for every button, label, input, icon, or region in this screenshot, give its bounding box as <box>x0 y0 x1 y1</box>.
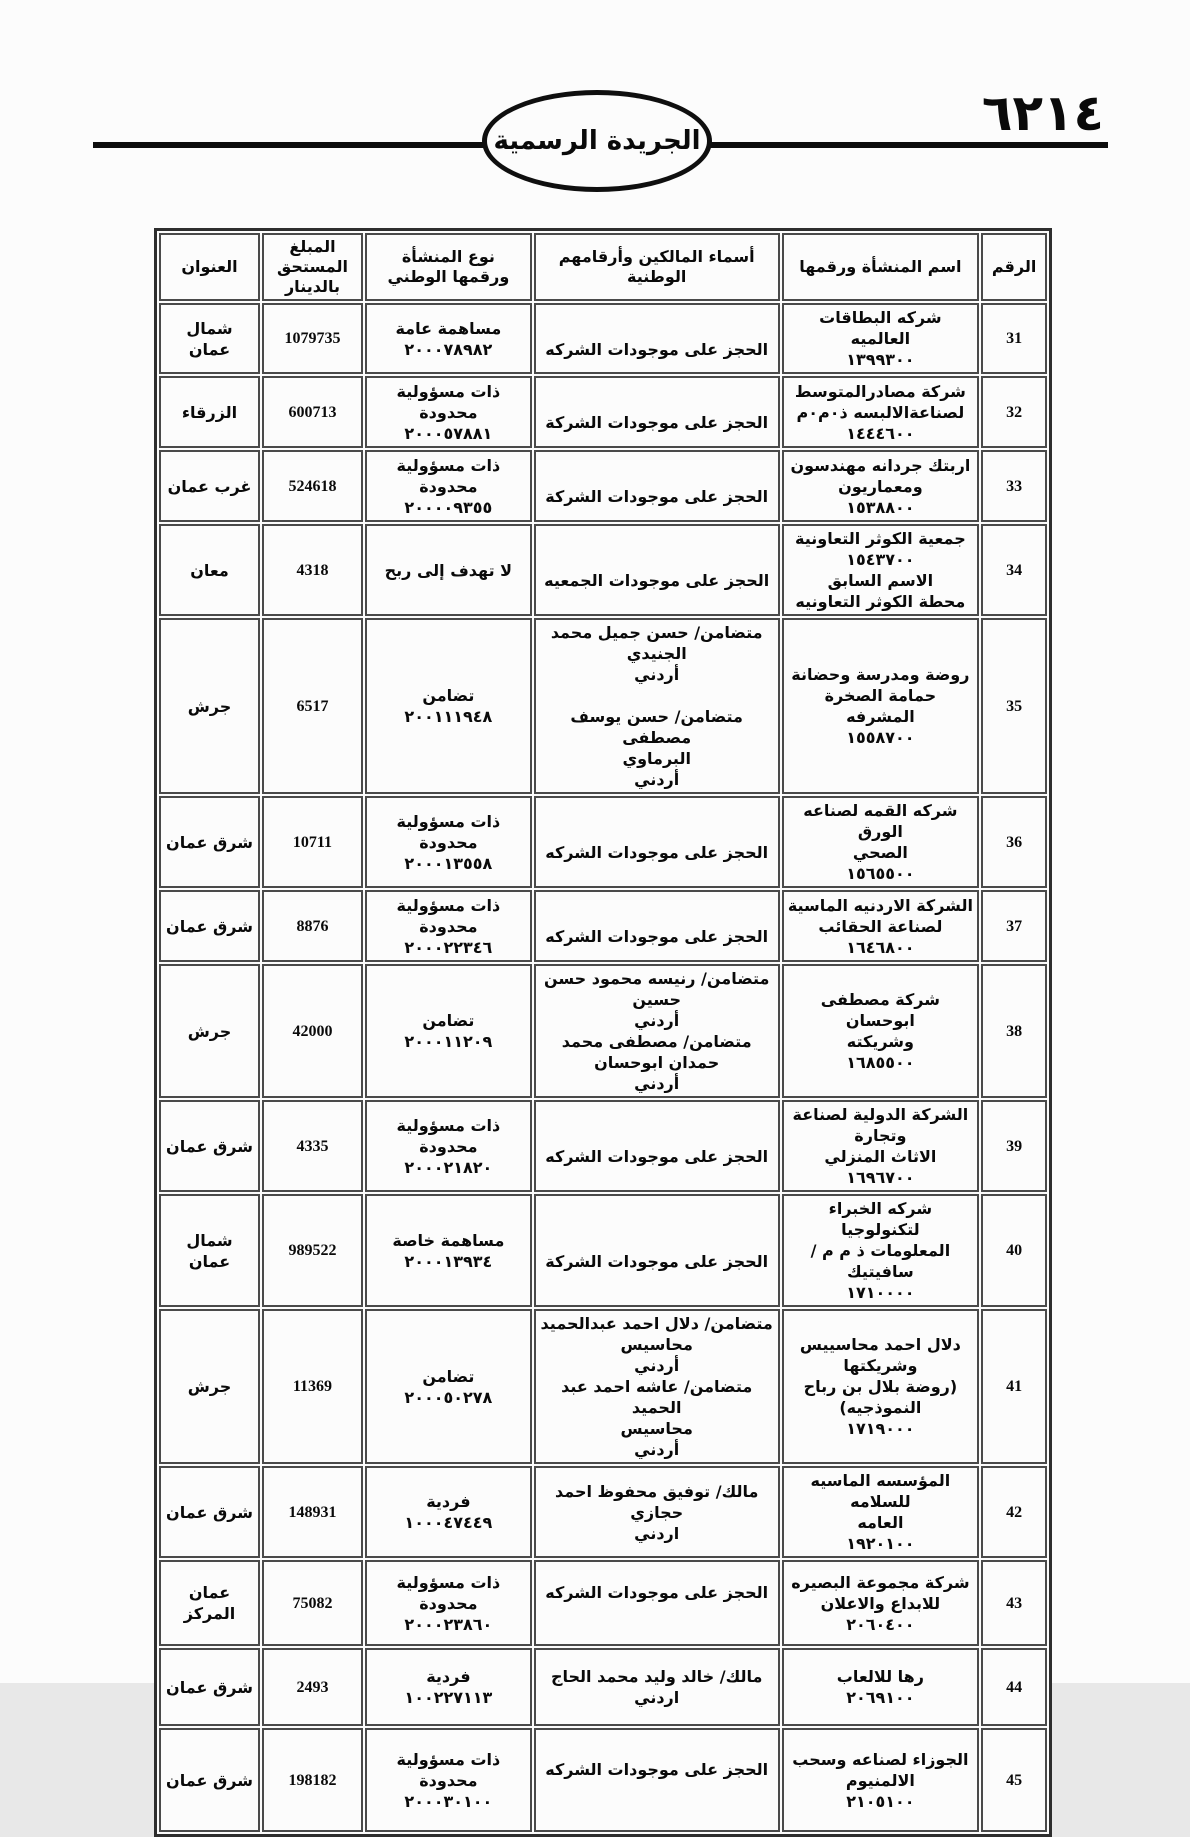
cell-line: مالك/ خالد وليد محمد الحاج <box>550 1667 763 1686</box>
cell-line: 148931 <box>288 1503 337 1521</box>
cell-type <box>365 1648 532 1726</box>
cell-line: ٢٠٠٠٢٣٨٦٠ <box>404 1614 493 1634</box>
cell-address <box>159 1194 260 1307</box>
col-header-type: نوع المنشأة ورقمها الوطني <box>365 233 532 301</box>
cell-line: ٢٠٠٠١١٢٠٩ <box>404 1032 493 1051</box>
cell-establishment-name <box>782 450 980 522</box>
cell-address <box>159 890 260 962</box>
cell-line: 33 <box>1006 477 1023 495</box>
table-row <box>159 964 1047 1098</box>
cell-line: ومعماريون <box>838 476 923 496</box>
cell-line: 40 <box>1006 1242 1023 1259</box>
cell-owners <box>534 1466 780 1558</box>
cell-line: فردية <box>426 1667 471 1686</box>
cell-address <box>159 1648 260 1726</box>
cell-owners <box>534 796 780 888</box>
cell-line: الجوزاء لصناعه وسحب <box>792 1749 969 1769</box>
cell-line: شرق عمان <box>166 916 253 936</box>
col-header-address: العنوان <box>159 233 260 301</box>
cell-line <box>540 1125 774 1146</box>
cell-line: ١٥٥٨٧٠٠ <box>846 728 915 747</box>
cell-amount <box>262 376 363 448</box>
cell-owners <box>534 1100 780 1192</box>
col-header-number: الرقم <box>981 233 1047 301</box>
cell-line <box>540 1780 774 1801</box>
cell-line: ٢٠٠٠٢١٨٢٠ <box>404 1157 493 1177</box>
cell-line: ٢٠٠٠١٣٩٣٤ <box>404 1251 493 1271</box>
cell-line: مساهمة خاصة <box>392 1230 505 1250</box>
cell-establishment-name <box>782 1560 980 1646</box>
cell-line: 198182 <box>288 1771 337 1789</box>
cell-line <box>540 685 774 706</box>
establishments-table <box>154 228 1052 1837</box>
cell-line: الحجز على موجودات الشركة <box>545 1251 769 1271</box>
table-row <box>159 303 1047 374</box>
cell-number <box>981 964 1047 1098</box>
cell-amount <box>262 964 363 1098</box>
cell-line: 41 <box>1006 1378 1023 1395</box>
cell-line: ٢٠٦٩١٠٠ <box>846 1688 915 1707</box>
cell-establishment-name <box>782 1728 980 1832</box>
cell-establishment-name <box>782 964 980 1098</box>
cell-line: 34 <box>1006 561 1023 579</box>
cell-type <box>365 376 532 448</box>
cell-line: جمعية الكوثر التعاونية <box>795 529 966 548</box>
cell-address <box>159 303 260 374</box>
cell-owners <box>534 890 780 962</box>
cell-line: 36 <box>1006 833 1023 851</box>
cell-line: الحجز على موجودات الشركه <box>545 339 769 359</box>
cell-line: ١٠٠٢٢٧١١٣ <box>404 1688 493 1707</box>
cell-address <box>159 1728 260 1832</box>
cell-line: شمال عمان <box>186 318 233 359</box>
cell-establishment-name <box>782 1194 980 1307</box>
cell-owners <box>534 376 780 448</box>
cell-line <box>540 821 774 842</box>
cell-amount <box>262 524 363 616</box>
cell-establishment-name <box>782 524 980 616</box>
cell-line: ٢٠٠٠٢٢٣٤٦ <box>404 937 493 957</box>
cell-line: متضامن/ دلال احمد عبدالحميد <box>540 1314 773 1333</box>
cell-line: الحجز على موجودات الشركة <box>545 413 769 432</box>
cell-line: ١٦٨٥٥٠٠ <box>846 1053 915 1072</box>
table-body <box>159 303 1047 1832</box>
cell-line: تضامن <box>422 686 475 705</box>
cell-owners <box>534 1728 780 1832</box>
cell-line: الشركة الاردنيه الماسية <box>787 895 973 915</box>
cell-type <box>365 796 532 888</box>
cell-address <box>159 450 260 522</box>
cell-address <box>159 618 260 794</box>
cell-line: دلال احمد محاسييس وشريكتها <box>799 1335 961 1375</box>
cell-line: ذات مسؤولية محدودة <box>396 811 501 852</box>
cell-line: ٢٠٦٠٤٠٠ <box>846 1614 915 1634</box>
cell-line: 39 <box>1006 1137 1023 1155</box>
cell-line: شرق عمان <box>166 832 253 852</box>
cell-number <box>981 1309 1047 1464</box>
cell-owners <box>534 1194 780 1307</box>
cell-establishment-name <box>782 890 980 962</box>
cell-owners <box>534 303 780 374</box>
cell-line: ذات مسؤولية محدودة <box>396 1749 501 1790</box>
cell-establishment-name <box>782 303 980 374</box>
cell-owners <box>534 524 780 616</box>
cell-line: ٢١٠٥١٠٠ <box>846 1791 915 1811</box>
cell-address <box>159 524 260 616</box>
cell-line: المؤسسه الماسيه للسلامه <box>810 1471 951 1511</box>
cell-line: اربتك جردانه مهندسون <box>790 455 971 475</box>
cell-line: الحجز على موجودات الشركه <box>545 1760 769 1779</box>
cell-type <box>365 303 532 374</box>
cell-line: لصناعةالالبسه ذ٠م٠م <box>796 402 965 422</box>
cell-line: 42 <box>1006 1503 1023 1521</box>
cell-line: شركة مصادرالمتوسط <box>794 381 966 401</box>
cell-amount <box>262 1648 363 1726</box>
cell-line: ذات مسؤولية محدودة <box>396 1115 501 1156</box>
cell-address <box>159 1100 260 1192</box>
cell-line: اردني <box>634 1688 680 1707</box>
cell-line: 989522 <box>288 1242 337 1259</box>
cell-amount <box>262 890 363 962</box>
table-row <box>159 524 1047 616</box>
cell-number <box>981 890 1047 962</box>
cell-establishment-name <box>782 796 980 888</box>
cell-amount <box>262 1194 363 1307</box>
table-row <box>159 450 1047 522</box>
cell-line: لا تهدف إلى ربح <box>384 560 513 580</box>
cell-line: مساهمة عامة <box>395 318 502 338</box>
table-row <box>159 796 1047 888</box>
cell-line: ٢٠٠٠٧٨٩٨٢ <box>404 339 493 359</box>
cell-line: تضامن <box>422 1011 475 1030</box>
cell-line: 6517 <box>296 697 329 715</box>
cell-amount <box>262 618 363 794</box>
cell-line: ذات مسؤولية محدودة <box>396 381 501 422</box>
cell-line <box>540 465 774 486</box>
cell-address <box>159 1466 260 1558</box>
cell-line: الحجز على موجودات الشركه <box>545 927 769 946</box>
cell-line: ١٥٤٣٧٠٠ <box>846 550 915 569</box>
table-row <box>159 1194 1047 1307</box>
cell-line: شرق عمان <box>166 1677 253 1697</box>
cell-line: ذات مسؤولية محدودة <box>396 455 501 496</box>
cell-line: ١٧١٩٠٠٠ <box>846 1419 915 1438</box>
cell-line: الشركة الدولية لصناعة وتجارة <box>792 1105 969 1145</box>
cell-line: ١٧١٠٠٠٠ <box>846 1283 915 1302</box>
cell-line: شمال عمان <box>186 1230 233 1271</box>
cell-line: 42000 <box>292 1022 333 1040</box>
cell-line: 37 <box>1006 917 1023 935</box>
cell-line: ٢٠٠٠٥٠٢٧٨ <box>404 1387 493 1407</box>
cell-number <box>981 303 1047 374</box>
cell-line: 1079735 <box>284 330 341 347</box>
masthead <box>0 0 1190 228</box>
cell-amount <box>262 1466 363 1558</box>
cell-line <box>540 549 774 570</box>
cell-owners <box>534 1309 780 1464</box>
cell-line: أردني <box>634 665 680 684</box>
cell-line: 4335 <box>296 1137 329 1155</box>
cell-line: الزرقاء <box>181 402 238 422</box>
cell-establishment-name <box>782 1648 980 1726</box>
cell-line: 524618 <box>288 477 337 495</box>
cell-establishment-name <box>782 1466 980 1558</box>
cell-line: 11369 <box>292 1378 333 1395</box>
cell-amount <box>262 1728 363 1832</box>
table-row <box>159 376 1047 448</box>
cell-line: وشريكته <box>846 1032 914 1051</box>
cell-line <box>540 1230 774 1251</box>
cell-line: تضامن <box>422 1366 475 1386</box>
cell-line: أردني <box>634 1356 680 1375</box>
cell-line: جرش <box>187 1021 232 1041</box>
cell-type <box>365 618 532 794</box>
cell-type <box>365 1309 532 1464</box>
cell-establishment-name <box>782 618 980 794</box>
cell-line: 32 <box>1006 403 1023 421</box>
cell-line: 4318 <box>296 561 329 579</box>
table-row <box>159 1728 1047 1832</box>
cell-establishment-name <box>782 1309 980 1464</box>
table-row <box>159 890 1047 962</box>
cell-establishment-name <box>782 1100 980 1192</box>
cell-amount <box>262 303 363 374</box>
cell-line: 75082 <box>292 1594 333 1612</box>
cell-line: الصحي <box>852 843 908 862</box>
cell-line: متضامن/ حسن يوسف مصطفى <box>570 707 743 747</box>
cell-address <box>159 376 260 448</box>
cell-line: 45 <box>1006 1771 1023 1789</box>
table-row <box>159 1648 1047 1726</box>
cell-line: ذات مسؤولية محدودة <box>396 1572 501 1613</box>
cell-line: محاسيس <box>620 1335 693 1354</box>
cell-line: ١٠٠٠٤٧٤٤٩ <box>404 1513 493 1532</box>
cell-line: ١٣٩٩٣٠٠ <box>846 350 915 369</box>
cell-line: أردني <box>634 1440 680 1459</box>
cell-line: فردية <box>426 1492 471 1511</box>
cell-number <box>981 524 1047 616</box>
cell-line: محطة الكوثر التعاونيه <box>795 592 966 611</box>
cell-type <box>365 524 532 616</box>
cell-line: رها للالعاب <box>836 1667 924 1686</box>
cell-amount <box>262 450 363 522</box>
cell-number <box>981 1560 1047 1646</box>
cell-owners <box>534 618 780 794</box>
cell-line: شرق عمان <box>166 1770 253 1790</box>
cell-line: روضة ومدرسة وحضانة <box>791 665 970 684</box>
cell-line: ١٥٣٨٨٠٠ <box>846 497 915 517</box>
cell-line: 35 <box>1006 697 1023 715</box>
cell-line: ٢٠٠١١١٩٤٨ <box>404 707 493 726</box>
cell-line: ذات مسؤولية محدودة <box>396 895 501 936</box>
cell-owners <box>534 1648 780 1726</box>
cell-line: ٢٠٠٠٠٩٣٥٥ <box>404 497 493 517</box>
cell-line: محاسيس <box>620 1419 693 1438</box>
cell-amount <box>262 1560 363 1646</box>
cell-line: شركة مصطفى ابوحسان <box>820 990 940 1030</box>
cell-line: متضامن/ حسن جميل محمد الجنيدي <box>550 623 763 663</box>
cell-owners <box>534 450 780 522</box>
cell-address <box>159 1560 260 1646</box>
cell-line: النموذجيه) <box>839 1398 922 1417</box>
cell-line: المعلومات ذ م م /سافيتيك <box>810 1241 951 1281</box>
cell-owners <box>534 1560 780 1646</box>
cell-line: ١٩٢٠١٠٠ <box>846 1534 915 1553</box>
cell-line: مالك/ توفيق محفوظ احمد حجازي <box>554 1481 759 1522</box>
cell-line <box>540 318 774 339</box>
cell-line: الحجز على موجودات الشركه <box>545 1147 769 1166</box>
cell-line: الالمنيوم <box>845 1770 915 1790</box>
cell-line: عمان المركز <box>183 1583 236 1623</box>
cell-line: 43 <box>1006 1594 1023 1612</box>
cell-establishment-name <box>782 376 980 448</box>
header-row <box>159 233 1047 301</box>
cell-number <box>981 796 1047 888</box>
cell-type <box>365 1560 532 1646</box>
cell-line: شرق عمان <box>166 1502 253 1522</box>
cell-type <box>365 964 532 1098</box>
cell-line: متضامن/ رنيسه محمود حسن حسين <box>543 969 770 1009</box>
cell-line: (روضة بلال بن رباح <box>803 1377 958 1396</box>
cell-line: جرش <box>187 1377 232 1396</box>
cell-owners <box>534 964 780 1098</box>
cell-line: غرب عمان <box>167 476 252 496</box>
cell-line: للابداع والاعلان <box>820 1593 941 1613</box>
cell-amount <box>262 1309 363 1464</box>
cell-line: ١٥٦٥٥٠٠ <box>846 864 915 883</box>
col-header-owners: أسماء المالكين وأرقامهم الوطنية <box>534 233 780 301</box>
table-row <box>159 1100 1047 1192</box>
cell-line: جرش <box>187 696 232 716</box>
cell-line: 8876 <box>296 917 329 935</box>
table-row <box>159 1560 1047 1646</box>
col-header-establishment-name: اسم المنشأة ورقمها <box>782 233 980 301</box>
cell-type <box>365 1100 532 1192</box>
cell-line: ١٦٩٦٧٠٠ <box>846 1168 915 1187</box>
cell-line: ٢٠٠٠٥٧٨٨١ <box>404 423 493 443</box>
cell-line: الحجز على موجودات الجمعيه <box>544 571 770 590</box>
cell-line: لصناعة الحقائب <box>818 916 943 936</box>
table-row <box>159 618 1047 794</box>
cell-line: شركه القمه لصناعه الورق <box>803 801 958 841</box>
cell-line: الحجز على موجودات الشركه <box>545 843 769 862</box>
cell-type <box>365 890 532 962</box>
cell-line: شركه البطاقات العالميه <box>819 308 942 348</box>
cell-address <box>159 796 260 888</box>
cell-line: شركة مجموعة البصيره <box>791 1572 970 1592</box>
cell-address <box>159 1309 260 1464</box>
cell-type <box>365 1728 532 1832</box>
cell-line: العامه <box>857 1513 904 1532</box>
cell-amount <box>262 796 363 888</box>
cell-line <box>540 1603 774 1624</box>
cell-line: ١٤٤٤٦٠٠ <box>846 423 915 443</box>
cell-line: معان <box>190 560 229 580</box>
cell-number <box>981 618 1047 794</box>
table-row <box>159 1309 1047 1464</box>
cell-line: متضامن/ عاشه احمد عبد الحميد <box>561 1377 753 1417</box>
cell-line: 2493 <box>296 1678 329 1696</box>
cell-number <box>981 1728 1047 1832</box>
cell-line: متضامن/ مصطفى محمد حمدان ابوحسان <box>561 1032 752 1072</box>
cell-line: ١٦٤٦٨٠٠ <box>846 937 915 957</box>
cell-number <box>981 1648 1047 1726</box>
cell-line: الاسم السابق <box>827 571 934 590</box>
cell-line <box>540 391 774 412</box>
cell-number <box>981 450 1047 522</box>
cell-line: 44 <box>1006 1678 1023 1696</box>
cell-number <box>981 1466 1047 1558</box>
cell-line <box>540 905 774 926</box>
cell-type <box>365 450 532 522</box>
cell-address <box>159 964 260 1098</box>
cell-number <box>981 376 1047 448</box>
cell-line: الحجز على موجودات الشركة <box>545 487 769 506</box>
cell-line: اردني <box>634 1523 680 1543</box>
col-header-amount: المبلغ المستحق بالدينار <box>262 233 363 301</box>
cell-line: حمامة الصخرة المشرفه <box>824 686 937 726</box>
cell-line: 10711 <box>292 833 333 851</box>
cell-line: ٢٠٠٠١٣٥٥٨ <box>404 853 493 873</box>
cell-line: 600713 <box>288 403 337 421</box>
cell-line: ٢٠٠٠٣٠١٠٠ <box>404 1791 493 1811</box>
page-number: ٦٢١٤ <box>981 84 1104 142</box>
cell-line: شركه الخبراء لتكنولوجيا <box>828 1199 933 1239</box>
cell-line: أردني <box>634 770 680 789</box>
cell-number <box>981 1194 1047 1307</box>
cell-line: الحجز على موجودات الشركه <box>545 1583 769 1602</box>
gazette-title: الجريدة الرسمية <box>493 126 701 156</box>
cell-line: أردني <box>634 1074 680 1093</box>
cell-type <box>365 1466 532 1558</box>
cell-number <box>981 1100 1047 1192</box>
cell-line: البرماوي <box>622 749 691 768</box>
cell-amount <box>262 1100 363 1192</box>
cell-line: 38 <box>1006 1022 1023 1040</box>
cell-line: أردني <box>634 1011 680 1030</box>
table-row <box>159 1466 1047 1558</box>
cell-type <box>365 1194 532 1307</box>
cell-line: الاثاث المنزلي <box>824 1147 937 1166</box>
cell-line: شرق عمان <box>166 1136 253 1156</box>
cell-line: 31 <box>1006 330 1023 347</box>
gazette-banner-oval <box>482 90 712 192</box>
table-header <box>159 233 1047 301</box>
